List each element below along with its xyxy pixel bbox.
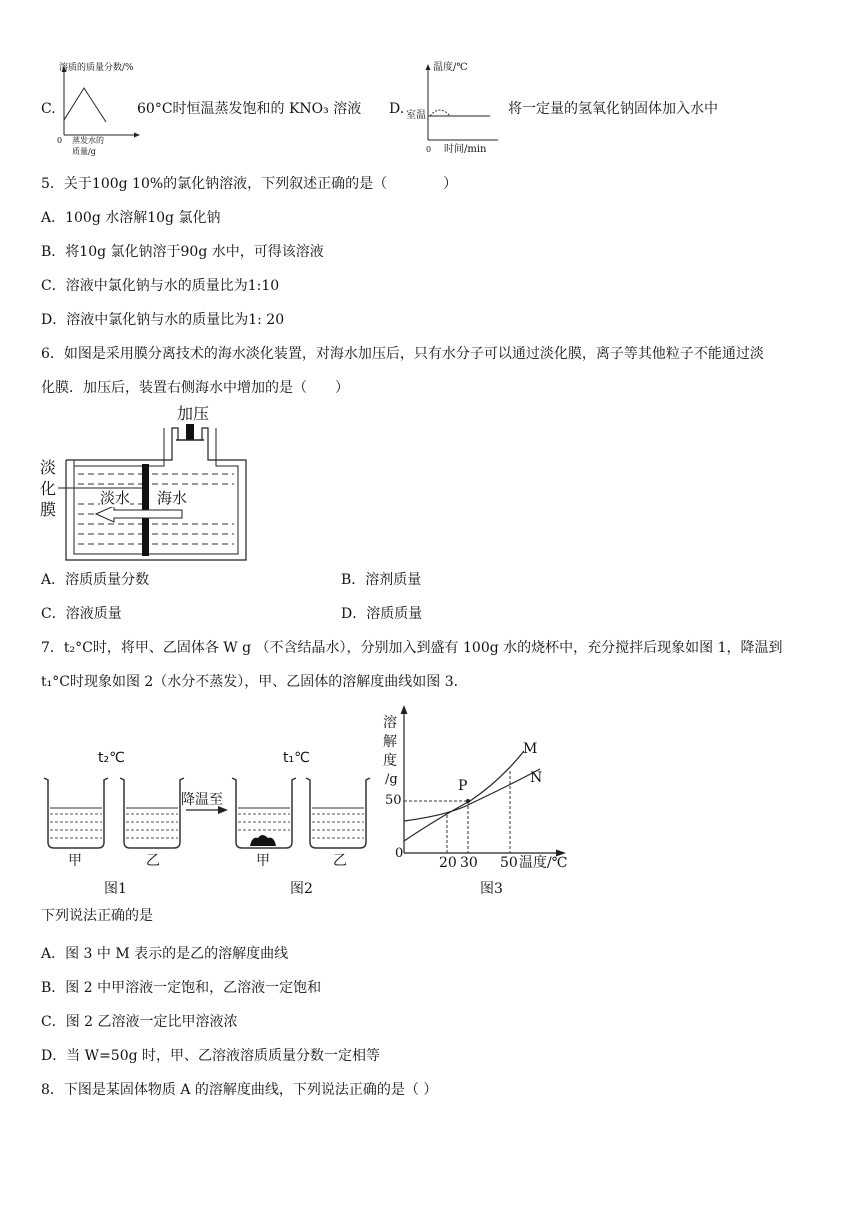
q7-option-b: B．图 2 中甲溶液一定饱和，乙溶液一定饱和 [41, 980, 322, 996]
cool-down-label: 降温至 [181, 792, 223, 808]
fig3-origin: 0 [395, 846, 404, 861]
fig3-x-tick-20: 20 [439, 855, 457, 871]
q7-stem-line1: 7．t₂°C时，将甲、乙固体各 W g （不含结晶水），分别加入到盛有 100g 水的烧杯中，充分搅拌后现象如图 1，降温到 [41, 640, 783, 656]
q6-option-b: B．溶剂质量 [341, 572, 422, 588]
fig1-caption: 图1 [104, 881, 127, 897]
q8-stem: 8．下图是某固体物质 A 的溶解度曲线，下列说法正确的是（ ） [41, 1082, 438, 1098]
q7-option-d: D．当 W=50g 时，甲、乙溶液溶质质量分数一定相等 [41, 1048, 381, 1064]
graph-c-xlabel-2: 质量/g [72, 147, 96, 156]
graph-d-temperature [418, 60, 508, 150]
fig1-temperature: t₂℃ [98, 750, 125, 766]
q5-option-b: B．将10g 氯化钠溶于90g 水中，可得该溶液 [41, 244, 324, 260]
fig3-ylabel-char-2: 解 [383, 734, 397, 750]
graph-d-xlabel: 时间/min [444, 144, 487, 155]
fig3-caption: 图3 [480, 881, 503, 897]
q7-stem-line2: t₁°C时现象如图 2（水分不蒸发），甲、乙固体的溶解度曲线如图 3． [41, 674, 468, 690]
fig2-temperature: t₁℃ [283, 750, 310, 766]
fig6-membrane-char-1: 淡 [40, 458, 57, 477]
fig3-y-tick-50: 50 [385, 793, 402, 808]
q7-option-c: C．图 2 乙溶液一定比甲溶液浓 [41, 1014, 238, 1030]
graph-d-ylabel: 温度/℃ [433, 62, 468, 73]
fig1-beaker-jia: 甲 [68, 853, 82, 869]
fig3-point-p: P [458, 778, 468, 794]
option-c-text: 60°C时恒温蒸发饱和的 KNO₃ 溶液 [137, 101, 362, 117]
fig3-ylabel-char-3: 度 [383, 753, 397, 769]
q5-option-c: C．溶液中氯化钠与水的质量比为1:10 [41, 278, 280, 294]
fig3-curve-n: N [530, 770, 543, 786]
option-d-label: D. [389, 101, 405, 117]
q5-option-d: D．溶液中氯化钠与水的质量比为1: 20 [41, 312, 285, 328]
option-c-label: C. [41, 101, 56, 117]
fig1-beaker-yi: 乙 [146, 853, 160, 869]
fig6-membrane-char-3: 膜 [40, 500, 57, 519]
desalination-device-figure [36, 400, 256, 565]
fig2-beaker-jia: 甲 [256, 853, 270, 869]
q5-option-a: A．100g 水溶解10g 氯化钠 [41, 210, 221, 226]
fig3-curve-m: M [523, 741, 538, 757]
fig3-x-tick-50: 50 [500, 855, 518, 871]
q7-option-a: A．图 3 中 M 表示的是乙的溶解度曲线 [41, 946, 289, 962]
q5-stem: 5．关于100g 10%的氯化钠溶液，下列叙述正确的是（ ） [41, 176, 458, 192]
graph-c-ylabel: 溶质的质量分数/% [59, 63, 134, 73]
fig3-ylabel-char-1: 溶 [383, 715, 397, 731]
graph-c-xlabel-1: 蒸发水的 [72, 136, 104, 145]
q6-stem-line1: 6．如图是采用膜分离技术的海水淡化装置，对海水加压后，只有水分子可以通过淡化膜，离子等其他粒子不能通过淡 [41, 346, 764, 362]
graph-c-origin: 0 [57, 136, 63, 145]
graph-d-room-temp: 室温 [406, 110, 426, 121]
fig6-sea-water-label: 海水 [157, 489, 188, 507]
q7-question: 下列说法正确的是 [41, 908, 153, 924]
graph-d-origin: 0 [426, 145, 432, 154]
q6-option-c: C．溶液质量 [41, 606, 122, 622]
solubility-curve-figure [380, 705, 580, 870]
fig3-ylabel-unit: /g [385, 772, 398, 787]
q6-stem-line2: 化膜．加压后，装置右侧海水中增加的是（ ） [41, 380, 349, 396]
option-d-text: 将一定量的氢氧化钠固体加入水中 [508, 101, 718, 117]
fig2-beaker-yi: 乙 [333, 853, 347, 869]
fig3-xlabel: 温度/℃ [519, 855, 568, 871]
fig6-membrane-char-2: 化 [40, 479, 57, 498]
fig6-pressure-label: 加压 [177, 404, 210, 423]
fig3-x-tick-30: 30 [460, 855, 478, 871]
fig6-fresh-water-label: 淡水 [100, 489, 131, 507]
q6-option-d: D．溶质质量 [341, 606, 423, 622]
fig2-caption: 图2 [290, 881, 313, 897]
q6-option-a: A．溶质质量分数 [41, 572, 150, 588]
